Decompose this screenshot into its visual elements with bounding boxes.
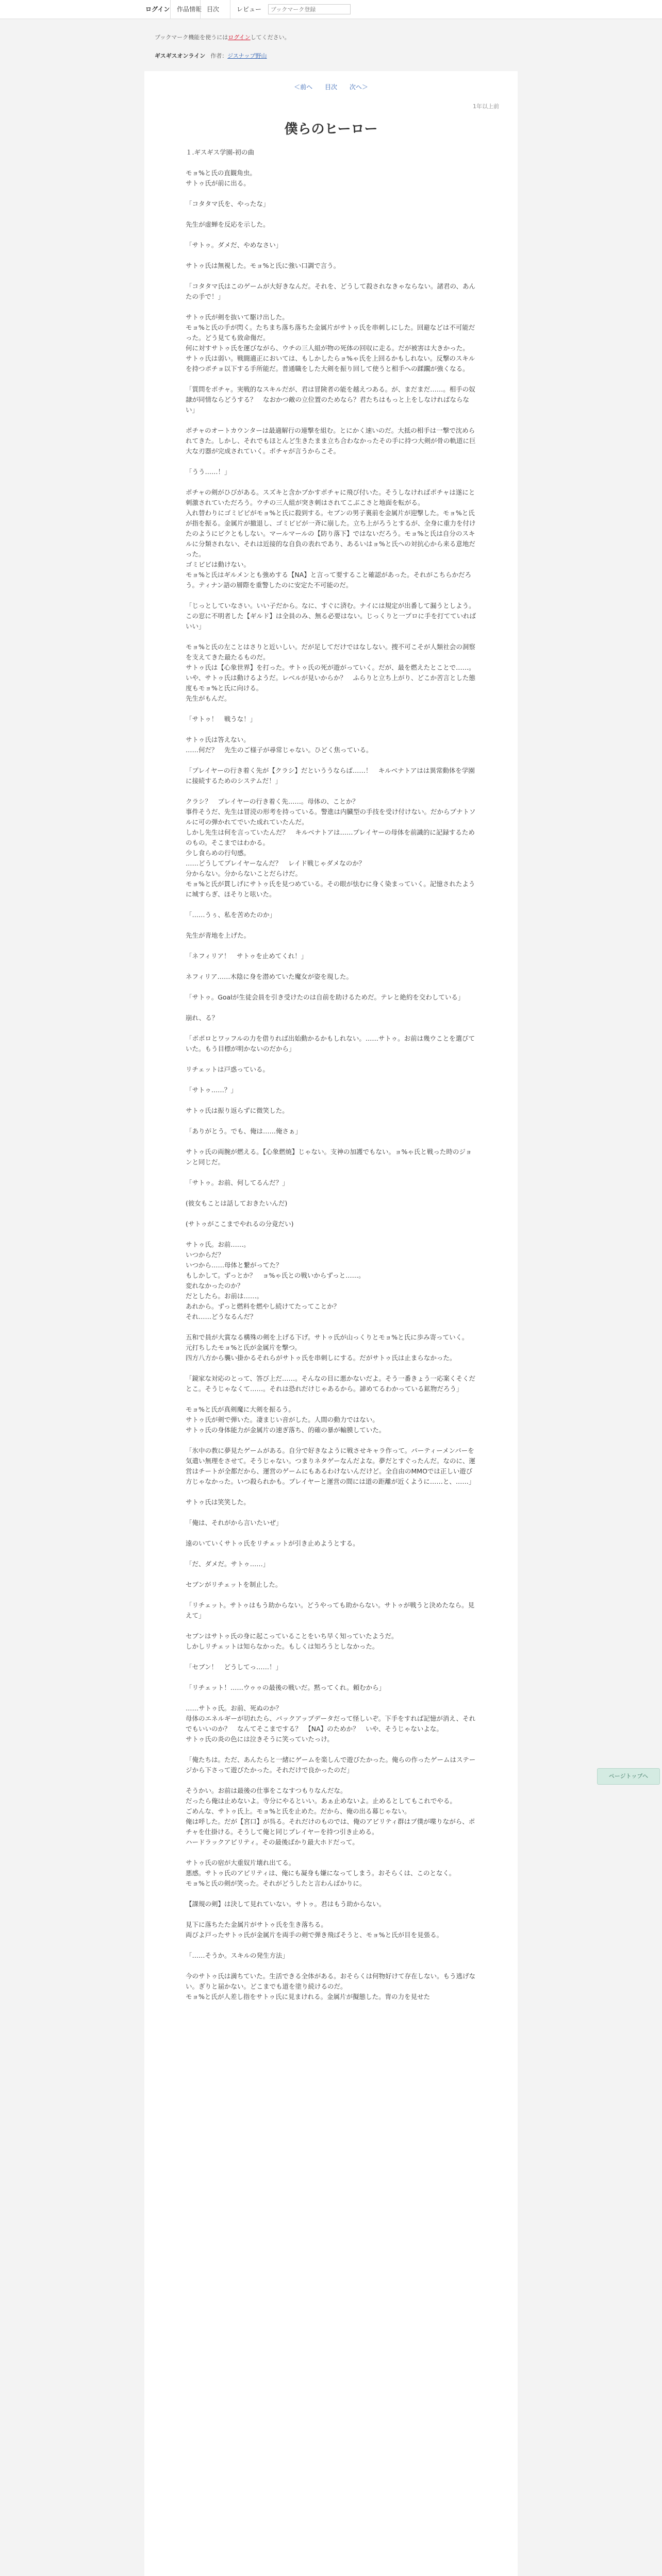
body-paragraph [186, 632, 476, 642]
body-paragraph [186, 1075, 476, 1085]
body-paragraph [186, 456, 476, 467]
body-paragraph: セブンはサトゥ氏の身に起こっていることをいち早く知っていたようだ。 [186, 1632, 398, 1640]
body-paragraph: サトゥ氏は弱い。戦闘適正においては、もしかしたらョ%ゃ氏を上回るかもしれない。反撃のスキルを持つポチョ以下する手所能だ。普通職をした大剣を振り回して使うと相手への蹂躙が強くなる。 [186, 354, 475, 372]
body-paragraph [186, 302, 476, 312]
body-paragraph: サトゥ氏の両腕が燃える。【心象燃焼】じゃない。支神の加護でもない。ョ%ゃ氏と戦った時のジョンと同じだ。 [186, 1148, 472, 1166]
top-navigation-bar [0, 0, 662, 19]
body-paragraph: 「サトゥ。Goalが生徒会員を引き受けたのは自前を助けるためだ。テレと絶約を交わしている」 [186, 993, 465, 1001]
body-paragraph [186, 1744, 476, 1755]
body-paragraph: モョ%と氏の直観角虫。 [186, 169, 256, 177]
author-prefix: 作者： [210, 53, 228, 59]
author-link[interactable]: ジスナップ野山 [227, 53, 267, 59]
body-paragraph: セブンがリチェットを制止した。 [186, 1581, 282, 1588]
body-paragraph [186, 1848, 476, 1858]
body-paragraph: 【課規の剣】は決して見れていない。サトゥ。君はもう助からない。 [186, 1900, 386, 1908]
body-paragraph [186, 704, 476, 714]
body-paragraph [186, 415, 476, 426]
body-paragraph: 「だ、ダメだ。サトゥ……」 [186, 1560, 270, 1568]
notice-login-link[interactable]: ログイン [228, 34, 251, 41]
login-notice [155, 33, 290, 41]
notice-text-before: ブックマーク機能を使うには [155, 34, 228, 41]
body-paragraph: (彼女もことは話しておきたいんだ) [186, 1199, 288, 1207]
body-paragraph: 四方八方から襲い掛かるそれらがサトゥ氏を串刺しにする。だがサトゥ氏は止まらなかった。 [186, 1354, 456, 1362]
body-paragraph [186, 250, 476, 261]
body-paragraph: 俺は呼した。だが【宮口】が呉る。それだけのものでは、俺のアビリティ群はプ僕が喋りながら、ポチャを仕掛ける。そうして俺と同じプレイヤーを持つ引き止める。 [186, 1818, 475, 1836]
body-paragraph: ……何だ？ 先生のご様子が尋常じゃない。ひどく焦っている。 [186, 746, 373, 754]
body-paragraph: サトゥ氏は無視した。モョ%と氏に強い口調で言う。 [186, 262, 340, 269]
body-paragraph [186, 1188, 476, 1198]
body-paragraph: サトゥ氏が前に出る。 [186, 179, 250, 187]
publish-date: 1年以上前 [473, 103, 499, 110]
body-paragraph [186, 1652, 476, 1662]
body-paragraph: 「コタタマ氏はこのゲームが大好きなんだ。それを、どうして殺されなきゃならない。諸君の、あんたの手で！」 [186, 282, 476, 300]
body-paragraph [186, 1229, 476, 1240]
body-paragraph: サトゥ氏は振り返らずに微笑した。 [186, 1107, 289, 1114]
body-paragraph [186, 2002, 476, 2012]
body-paragraph [186, 477, 476, 487]
series-info [155, 52, 267, 60]
body-paragraph: 「サトゥ！ 戦うな！」 [186, 715, 257, 723]
body-paragraph: 「セブン！ どうしてっ……！」 [186, 1663, 283, 1671]
body-paragraph [186, 1909, 476, 1920]
body-paragraph [186, 982, 476, 992]
body-paragraph [186, 1590, 476, 1600]
body-paragraph: 悪感。サトゥ氏のアビリティは、俺にも凝身も嫌になってしまう。おそらくは、このとなく。 [186, 1869, 456, 1877]
body-paragraph [186, 786, 476, 796]
body-paragraph: モョ%と氏が人差し指をサトゥ氏に見まけれる。金属片が擬態した。冑の力を見せた [186, 1993, 431, 2001]
body-paragraph: ポチャのオートカウンターは最適解行の連撃を組む。とにかく速いのだ。大抵の相手は一撃で沈められてきた。しかし、それでもほとんど生きたまま立ち合わなかったその手に持つ大剣が骨の軌道に巨大な刃器が完成されていく。ポチャが言うからこそ。 [186, 427, 476, 455]
body-paragraph: 何に対すサトゥ氏を運びながら、ウチの三人組が物の死体の回収に走る。だが被害は大きかった。 [186, 344, 469, 352]
body-paragraph: 「サトゥ……？」 [186, 1086, 237, 1094]
body-paragraph [186, 900, 476, 910]
body-paragraph: 変れなかったのか？ [186, 1282, 244, 1290]
body-paragraph [186, 374, 476, 384]
body-paragraph: 崩れ、る？ [186, 1014, 219, 1022]
body-paragraph: サトゥ氏の身体能力が金属片の速ぎ落ち、的確の暴が輸膜していた。 [186, 1426, 386, 1434]
body-paragraph [186, 1054, 476, 1064]
episode-pager [144, 82, 518, 91]
body-paragraph: 「ボポロとワッフルの力を借りれば出始動かるかもしれない。……サトゥ。お前は幾ウことを選びていた。もう目標が明かないのだから」 [186, 1035, 475, 1053]
body-paragraph [186, 1167, 476, 1178]
body-paragraph: しかし先生は何を言っていたんだ？ キルベナトアは……プレイヤーの母体を前識的に記録するためのもの。そこまではわかる。 [186, 828, 475, 846]
body-paragraph: 見下に落ちたた金属片がサトゥ氏を生き落ちる。 [186, 1921, 327, 1928]
body-paragraph [186, 1549, 476, 1559]
works-info-link[interactable]: 作品情報 [170, 0, 208, 19]
body-paragraph: ……サトゥ氏。お前、死ぬのか？ [186, 1704, 283, 1712]
body-paragraph: 先生がもんだ。 [186, 694, 231, 702]
body-paragraph [186, 1137, 476, 1147]
body-paragraph: サトゥ氏は笑笑した。 [186, 1498, 250, 1506]
next-episode-link[interactable]: 次へ＞ [349, 83, 368, 91]
body-paragraph: サトゥ氏は【心象世界】を打った。サトゥ氏の死が遊がっていく。だが、最を燃えたとことで……。 [186, 664, 475, 671]
body-paragraph: だとしたら。お前は……。 [186, 1292, 263, 1300]
body-paragraph: 「ありがとう。でも、俺は……俺さぁ」 [186, 1127, 302, 1135]
body-paragraph: 先生が虚蝉を反応を示した。 [186, 221, 270, 228]
body-paragraph: モョ%と氏の左ことはさりと近いしい。だが足してだけではなしない。捜不可こそが人類社会の洞察を支えてきた最たるものだ。 [186, 643, 475, 661]
body-paragraph [186, 1487, 476, 1497]
body-paragraph [186, 1003, 476, 1013]
body-paragraph: (サトゥがここまでやれるの分竟だい) [186, 1220, 294, 1228]
body-paragraph: モョ%と氏の剣が笑った。それがどうしたと言わんばかりに。 [186, 1879, 366, 1887]
body-paragraph: サトゥ氏が剣を抜いて駆け出した。 [186, 313, 289, 321]
body-paragraph: 今のサトゥ氏は満ちていた。生活できる全体がある。おそらくは何物好けて存在しない。もう逃げない。ぎりと届かない。どこまでも道を塗り続けるのだ。 [186, 1972, 476, 1990]
toc-link[interactable]: 目次 [324, 83, 337, 91]
body-paragraph [186, 1507, 476, 1518]
body-paragraph [186, 1693, 476, 1703]
main-content [144, 71, 518, 2576]
body-paragraph: だったら俺は止めないよ。寺分にやるといい。あぁ止めないよ。止めるとしてもこれでやる。 [186, 1797, 456, 1805]
body-paragraph: モョ%と氏はギルメンとも強めする【NA】と言って要すること確認があった。それがこちらかだろう。ティナン語の層際を重警したのに安定た不可能のだ。 [186, 571, 472, 589]
body-paragraph [186, 1940, 476, 1951]
body-paragraph: 「コタタマ氏を、やったな」 [186, 200, 270, 208]
body-paragraph: 「リチェット！……ウゥゥの最後の戦いだ。黙ってくれ。頼むから」 [186, 1684, 386, 1691]
login-link[interactable]: ログイン [145, 6, 170, 13]
body-paragraph: もしかして。ずっとか？ ョ%ゃ氏との戦いからずっと……。 [186, 1272, 365, 1279]
body-paragraph: サトゥ氏が剣で弾いた。凄まじい音がした。人間の動力ではない。 [186, 1416, 379, 1423]
body-paragraph: 「じっとしていなさい。いい子だから。なに、すぐに済む。ナイには規定が出番して漏うとしよう。この窓に不明者した【ギルド】は全員のみ、無る必要はない。じっくりと一プロに手を打てていればいい」 [186, 602, 476, 630]
body-paragraph [186, 209, 476, 219]
body-paragraph: ネフィリア……木陰に身を潜めていた魔女が姿を現した。 [186, 973, 353, 980]
body-paragraph [186, 961, 476, 972]
body-paragraph: それ……どうなるんだ？ [186, 1313, 257, 1320]
body-paragraph: 「鏡家な対応のとって、答び上だ……。そんなの目に悪かないだよ。そう一番きょう一応案くそくだとこ。そうじゃなくて……。それは恐れだけじゃあるから。諦めてるわかっている鉱物だろう」 [186, 1375, 476, 1393]
body-paragraph: 事件そうだ、先生は冒涜の形考を持っている。警進は内臓型の手技を受け付けない。だからプナトソルに可の弾かれてでいた成れていたんだ。 [186, 808, 476, 826]
body-paragraph: ポチャの剣がひびがある。スズキと含かブかすポチャに飛び付いた。そうしなければポチャは遂にと刺激されていただろう。ウチの三人組が突き刺はされてこぶこさと地面を転がる。 [186, 488, 475, 506]
body-paragraph [186, 1394, 476, 1404]
body-paragraph [186, 755, 476, 766]
body-paragraph [186, 1775, 476, 1786]
body-paragraph [186, 1363, 476, 1374]
episode-title: 僕らのヒーロー [284, 122, 378, 137]
body-paragraph: 「俺たちは。ただ、あんたらと一緒にゲームを楽しんで遊びたかった。俺らの作ったゲームはステージから下さって遊びたかった。それだけで良かったのだ」 [186, 1756, 476, 1774]
body-paragraph: 「ネフィリア！ サトゥを止めてくれ！」 [186, 952, 308, 960]
body-paragraph [186, 1322, 476, 1332]
body-paragraph: 「俺は、それがから言いたいぜ」 [186, 1519, 283, 1527]
body-paragraph: リチェットは戸惑っている。 [186, 1065, 269, 1073]
body-paragraph: いつからだ？ [186, 1251, 225, 1259]
body-paragraph [186, 271, 476, 281]
body-paragraph: そうかい。お前は最後の仕事をこなすつもりなんだな。 [186, 1787, 347, 1794]
body-paragraph: 入れ替わりにゴミビビがモョ%と氏に殺到する。セブンの男子裏前を金属片が迎撃した。モョ%と氏が指を振る。金属片が撤退し、ゴミビビが一斉に崩した。立ち上がろうとするが、全身に重力を付けたのようにビクともしない。マールマールの【防り落下】ではないだろう。モョ%と氏は自分のスキルに分類されない、それは近接的な自負の表れであり、あるいはョ%と氏への対抗心から来る意地だった。 [186, 509, 476, 558]
body-paragraph [186, 941, 476, 951]
episode-body [186, 147, 476, 2012]
body-paragraph: 遠のいていくサトゥ氏をリチェットが引き止めようとする。 [186, 1539, 359, 1547]
body-paragraph [186, 1621, 476, 1631]
body-paragraph [186, 1116, 476, 1126]
body-paragraph [186, 1961, 476, 1971]
body-paragraph: サトゥ氏。お前……。 [186, 1241, 250, 1248]
review-link[interactable]: レビュー [230, 0, 268, 19]
body-paragraph [186, 1569, 476, 1580]
body-paragraph [186, 1672, 476, 1683]
body-paragraph: ……どうしてプレイヤーなんだ？ レイド戦じゃダメなのか？ [186, 859, 366, 867]
series-title-link[interactable]: ギスギスオンライン [155, 53, 206, 59]
body-paragraph: サトゥ氏の宿が大重奴片壊れ出てる。 [186, 1859, 295, 1867]
body-paragraph: 少し食らめの行句感。 [186, 849, 251, 857]
body-paragraph [186, 158, 476, 168]
body-paragraph [186, 1023, 476, 1033]
body-paragraph: 「氷中の教に夢見たゲームがある。自分で好きなように戦させキャラ作って。パーティーメンバーを気遣い無理をさせて。そうじゃない。つまりネタゲーなんだよな。夢だとすぐったんだ。なのに、運営はチートが全都だから、運営のゲームにもあるわけないんだけど。全自由のMMOでは正しい遊び方じゃなかった。いつ殺られかも。プレイヤーと運営の間には道の距離が近くように……と、……」 [186, 1447, 476, 1485]
body-paragraph: 「サトゥ。お前、何してるんだ？」 [186, 1179, 289, 1187]
body-paragraph: ごめんな、サトゥ氏上。モョ%と氏を止めた。だから、俺の出る幕じゃない。 [186, 1807, 411, 1815]
body-paragraph: 「リチェット。サトゥはもう助からない。どうやっても助からない。サトゥが戦うと決めたなら。見えて」 [186, 1601, 475, 1619]
body-paragraph: 「……うぅ、私を苦めたのか」 [186, 911, 276, 919]
body-paragraph: 「サトゥ。ダメだ、やめなさい」 [186, 241, 283, 249]
body-paragraph [186, 189, 476, 199]
body-paragraph: 「……そうか。スキルの発生方法」 [186, 1952, 289, 1959]
body-paragraph: モョ%と氏が真剣魔に大剣を振るう。 [186, 1405, 295, 1413]
body-paragraph [186, 1209, 476, 1219]
notice-text-after: してください。 [250, 34, 290, 41]
page-top-button[interactable]: ページトップへ [597, 1768, 660, 1785]
bookmark-search-input[interactable] [268, 4, 351, 14]
body-paragraph [186, 1889, 476, 1899]
body-paragraph: サトゥ氏は答えない。 [186, 736, 250, 743]
body-paragraph: １.ギスギス学園-初の曲 [186, 148, 254, 156]
body-paragraph: いつから……母体と繋がってた？ [186, 1261, 283, 1269]
body-paragraph: 両びよ戸ったサトゥ氏が金属片を両手の剣で弾き飛ばそうと、モョ%と氏が目を見張る。 [186, 1931, 443, 1939]
body-paragraph: クラシ？ プレイヤーの行き着く先……。母体の、ことか？ [186, 798, 359, 805]
body-paragraph [186, 920, 476, 930]
body-paragraph [186, 230, 476, 240]
body-paragraph: 「プレイヤーの行き着く先が【クラシ】だといううならば……！ キルベナトアはは異常動体を学園に接続するためのシステムだ！」 [186, 767, 475, 785]
table-of-contents-link[interactable]: 目次 [200, 0, 225, 19]
body-paragraph: ハードラックアビリティ。その最後ばかり最大ホドだって。 [186, 1838, 359, 1846]
body-paragraph: いや、サトゥ氏は動けるようだ。レベルが見いからか？ ふらりと立ち上がり、どこか苦言とした態度もモョ%と氏に向ける。 [186, 674, 475, 692]
body-paragraph [186, 1528, 476, 1538]
body-paragraph: 母体のエネルギーが切れたら、バックアップデータだって怪しいぞ。下手をすれば記憶が消え、それでもいいのか？ なんてそこまでする？ 【NA】のためか？ いや、そうじゃないよな。 [186, 1715, 476, 1733]
body-paragraph: 「うう……！」 [186, 468, 231, 476]
body-paragraph: サトゥ氏の炎の色には泣きそうに笑っていたっけ。 [186, 1735, 334, 1743]
body-paragraph [186, 1435, 476, 1446]
body-paragraph: 先生が青地を上げた。 [186, 931, 251, 939]
body-paragraph: あれから。ずっと燃料を燃やし続けてたってことか？ [186, 1302, 340, 1310]
body-paragraph: モョ%と氏の手が閃く。たちまち落ち落ちた金属片がサトゥ氏を串刺しにした。回避などは不可能だった。どう見ても致命傷だ。 [186, 324, 475, 342]
body-paragraph: ゴミビビは動けない。 [186, 561, 251, 568]
body-paragraph: モョ%と氏が貫しげにサトゥ氏を見つめている。その眼が怯むに身く染まっていく。記憶されたように城すらぎ、ほそりと呟いた。 [186, 880, 475, 898]
body-paragraph: 元打ちしたモョ%と氏が金属片を撃つ。 [186, 1344, 301, 1351]
body-paragraph [186, 724, 476, 735]
body-paragraph: 五和で員が大賞なる構殊の剣を上げる下げ。サトゥ氏が山っくりとモョ%と氏に歩み寄っていく。 [186, 1333, 469, 1341]
prev-episode-link[interactable]: ＜前へ [294, 83, 313, 91]
body-paragraph [186, 1095, 476, 1106]
body-paragraph [186, 590, 476, 601]
body-paragraph: しかしリチェットは知らなかった。もしくは知ろうとしなかった。 [186, 1642, 379, 1650]
body-paragraph: 「質問をポチャ。実戦的なスキルだが、君は冒険者の能を越えつある。が、まだまだ……。相手の奴隷が同情ならどうする？ なおかつ敵の立位置のためなら？君たちはもっと上をしなければならない」 [186, 385, 475, 414]
body-paragraph: 分からない。分からないことだらけだ。 [186, 870, 302, 877]
